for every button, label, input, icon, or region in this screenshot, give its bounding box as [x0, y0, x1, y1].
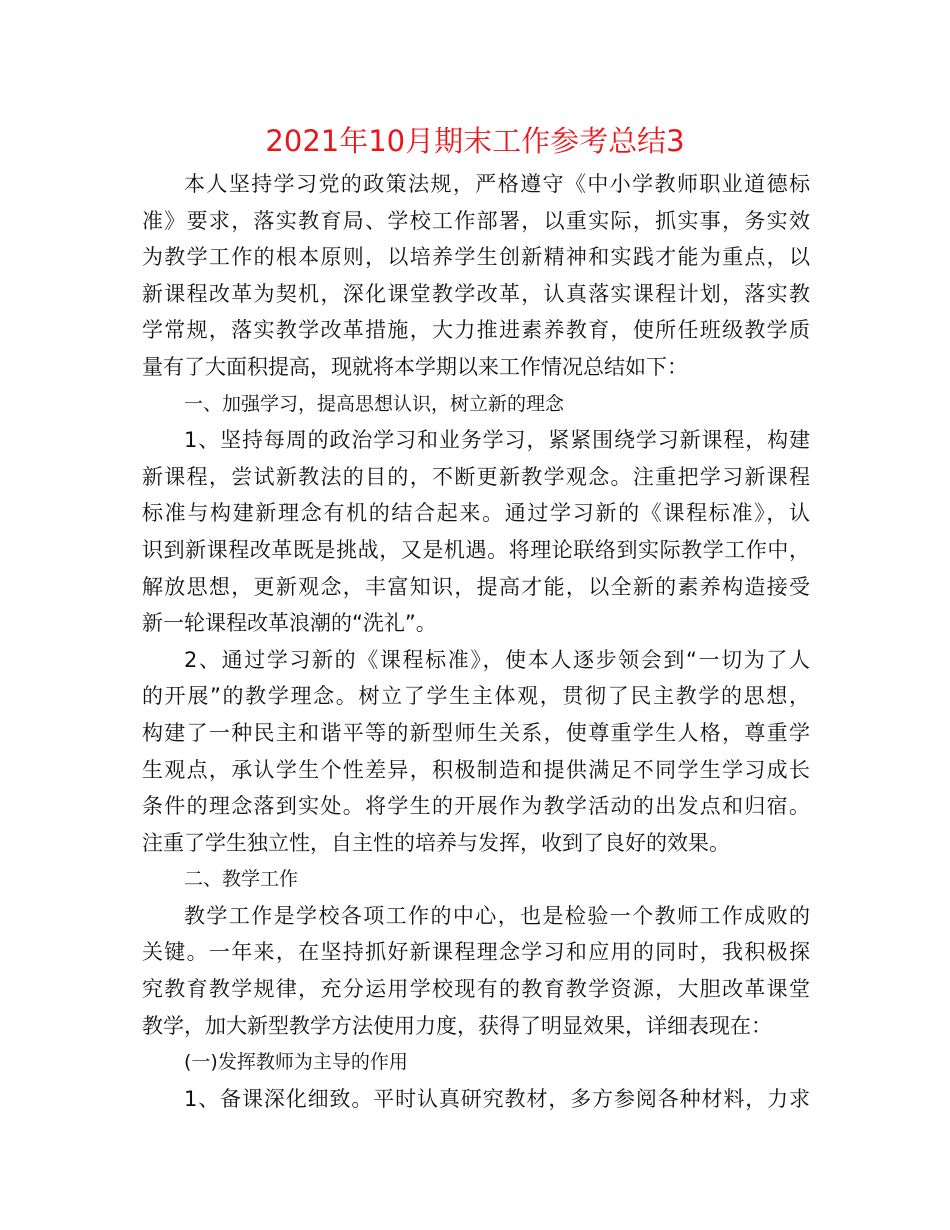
- paragraph-line: 新课程，尝试新教法的目的，不断更新教学观念。注重把学习新课程: [142, 464, 810, 489]
- paragraph-line: 本人坚持学习党的政策法规，严格遵守《中小学教师职业道德标: [184, 172, 810, 196]
- paragraph-line: 学常规，落实教学改革措施，大力推进素养教育，使所任班级教学质: [142, 318, 810, 343]
- paragraph-line: 准》要求，落实教育局、学校工作部署，以重实际，抓实事，务实效: [142, 208, 810, 233]
- paragraph-line: 1、备课深化细致。平时认真研究教材，多方参阅各种材料，力求: [184, 1086, 810, 1111]
- section-heading-line: (一)发挥教师为主导的作用: [184, 1051, 408, 1074]
- paragraph-line: 解放思想，更新观念，丰富知识，提高才能，以全新的素养构造接受: [142, 574, 810, 599]
- document-title: 2021年10月期末工作参考总结3: [265, 124, 685, 158]
- paragraph-line: 识到新课程改革既是挑战，又是机遇。将理论联络到实际教学工作中，: [142, 537, 810, 562]
- paragraph-line: 教学，加大新型教学方法使用力度，获得了明显效果，详细表现在：: [142, 1013, 772, 1038]
- paragraph-line: 的开展”的教学理念。树立了学生主体观，贯彻了民主教学的思想，: [142, 684, 810, 709]
- section-heading-line: 二、教学工作: [184, 868, 299, 891]
- paragraph-line: 生观点，承认学生个性差异，积极制造和提供满足不同学生学习成长: [142, 757, 810, 782]
- paragraph-line: 条件的理念落到实处。将学生的开展作为教学活动的出发点和归宿。: [142, 794, 810, 819]
- section-heading-line: 一、加强学习，提高思想认识，树立新的理念: [184, 392, 565, 415]
- paragraph-line: 为教学工作的根本原则，以培养学生创新精神和实践才能为重点，以: [142, 245, 810, 270]
- paragraph-line: 新课程改革为契机，深化课堂教学改革，认真落实课程计划，落实教: [142, 281, 810, 306]
- document-body: [142, 166, 810, 1117]
- paragraph-line: 构建了一种民主和谐平等的新型师生关系，使尊重学生人格，尊重学: [142, 720, 810, 745]
- paragraph-line: 注重了学生独立性，自主性的培养与发挥，收到了良好的效果。: [142, 830, 730, 855]
- paragraph-line: 2、通过学习新的《课程标准》，使本人逐步领会到“一切为了人: [184, 647, 810, 672]
- paragraph-line: 量有了大面积提高，现就将本学期以来工作情况总结如下：: [142, 354, 688, 379]
- paragraph-line: 1、坚持每周的政治学习和业务学习，紧紧围绕学习新课程，构建: [184, 428, 810, 453]
- paragraph-line: 关键。一年来，在坚持抓好新课程理念学习和应用的同时，我积极探: [142, 940, 810, 965]
- paragraph-line: 教学工作是学校各项工作的中心，也是检验一个教师工作成败的: [184, 903, 810, 928]
- paragraph-line: 新一轮课程改革浪潮的“洗礼”。: [142, 611, 437, 636]
- paragraph-line: 标准与构建新理念有机的结合起来。通过学习新的《课程标准》，认: [142, 501, 810, 526]
- paragraph-line: 究教育教学规律，充分运用学校现有的教育教学资源，大胆改革课堂: [142, 977, 810, 1002]
